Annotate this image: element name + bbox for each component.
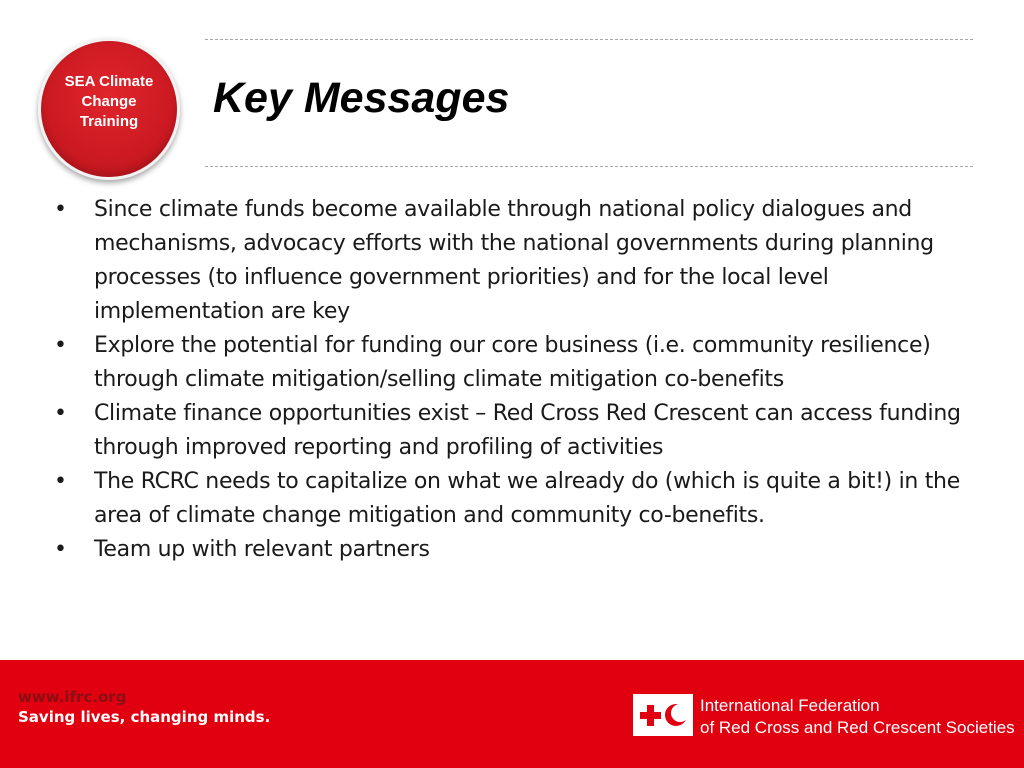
bullet-text: Since climate funds become available through national policy dialogues and mechanisms, advocacy efforts with the national governments during planning processes (to influence government priorities) and for the local level implementation are key <box>94 197 934 324</box>
bullet-icon: • <box>54 401 67 426</box>
bullet-text: Explore the potential for funding our core business (i.e. community resilience) through climate mitigation/selling climate mitigation co-benefits <box>94 333 931 392</box>
bullet-text: The RCRC needs to capitalize on what we already do (which is quite a bit!) in the area of climate change mitigation and community co-benefits. <box>94 469 960 528</box>
bullet-item <box>52 533 982 567</box>
bullet-icon: • <box>54 537 67 562</box>
bullet-item <box>52 193 982 329</box>
bullet-item <box>52 329 982 397</box>
red-cross-red-crescent-icon <box>633 694 693 736</box>
footer-bar <box>0 660 1024 768</box>
organization-name-line-2: of Red Cross and Red Crescent Societies <box>700 718 1015 737</box>
badge-text: SEA Climate Change Training <box>64 73 154 130</box>
website-link[interactable]: www.ifrc.org <box>18 688 127 706</box>
organization-name-line-1: International Federation <box>700 696 880 715</box>
bullet-icon: • <box>54 333 67 358</box>
bullet-item <box>52 465 982 533</box>
bottom-dashed-divider <box>205 166 973 167</box>
tagline: Saving lives, changing minds. <box>18 708 271 726</box>
top-dashed-divider <box>205 39 973 40</box>
bullet-icon: • <box>54 469 67 494</box>
course-badge <box>38 38 180 180</box>
bullet-text: Team up with relevant partners <box>94 537 430 562</box>
bullet-item <box>52 397 982 465</box>
bullet-icon: • <box>54 197 67 222</box>
bullet-text: Climate finance opportunities exist – Red Cross Red Crescent can access funding through improved reporting and profiling of activities <box>94 401 961 460</box>
key-messages-list <box>52 193 982 567</box>
slide-title: Key Messages <box>213 74 510 122</box>
logo-emblem-svg <box>635 696 691 734</box>
